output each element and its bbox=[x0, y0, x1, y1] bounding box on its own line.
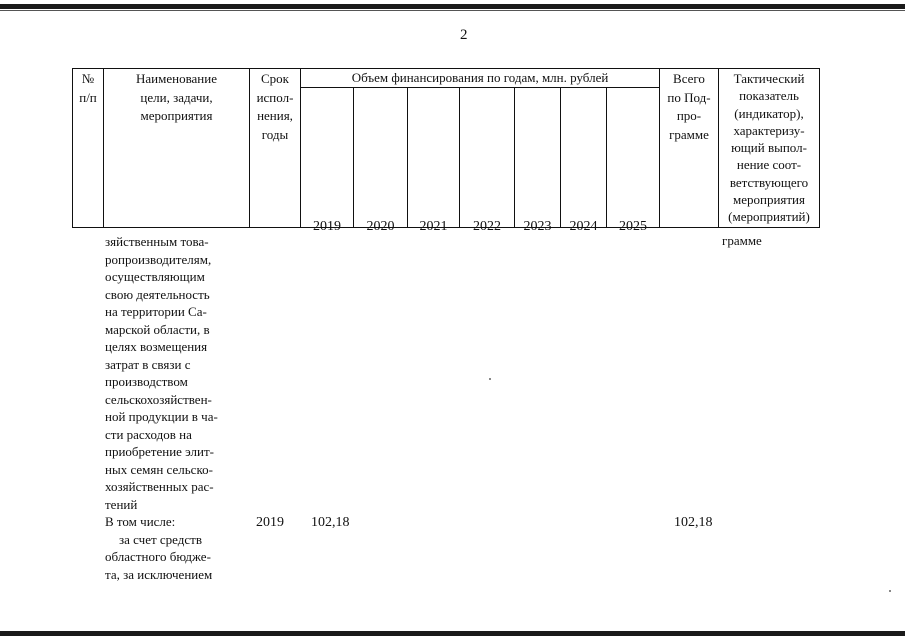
subrow-value-2019: 102,18 bbox=[311, 515, 350, 530]
col-line-8 bbox=[560, 87, 561, 228]
header-num: № п/п bbox=[79, 71, 97, 105]
activity-name-line: на территории Са- bbox=[105, 304, 207, 319]
activity-name-line: приобретение элит- bbox=[105, 444, 214, 459]
activity-name-line: марской области, в bbox=[105, 321, 210, 337]
subrow-name-line: областного бюдже- bbox=[105, 549, 211, 564]
activity-name-line: ропроизводителям, bbox=[105, 251, 212, 267]
subrow-name-line: та, за исключением bbox=[105, 566, 213, 582]
activity-name-line: осуществляющим bbox=[105, 269, 205, 284]
col-line-9 bbox=[606, 87, 607, 228]
top-border-rule bbox=[0, 4, 905, 9]
col-line-3 bbox=[300, 68, 301, 228]
activity-name-line: производством bbox=[105, 374, 188, 389]
header-year-2022: 2022 bbox=[473, 219, 501, 234]
header-year-2023: 2023 bbox=[523, 219, 552, 234]
activity-name-line: хозяйственных рас- bbox=[105, 479, 214, 494]
header-total: Всего по Под- про- грамме bbox=[667, 71, 711, 142]
activity-name-text bbox=[105, 233, 250, 583]
header-year-2020: 2020 bbox=[366, 219, 395, 234]
col-line-12 bbox=[819, 68, 820, 228]
col-line-4 bbox=[353, 87, 354, 228]
activity-name-line: затрат в связи с bbox=[105, 356, 191, 372]
subrow-term: 2019 bbox=[256, 515, 284, 530]
activity-name-line: тений bbox=[105, 496, 138, 512]
header-year-2024: 2024 bbox=[569, 219, 598, 234]
header-year-2021: 2021 bbox=[419, 219, 448, 234]
activity-name-line: сельскохозяйствен- bbox=[105, 391, 212, 407]
activity-name-line: свою деятельность bbox=[105, 286, 210, 302]
header-year-2019: 2019 bbox=[313, 219, 341, 234]
subrow-total: 102,18 bbox=[674, 515, 713, 530]
indicator-text: грамме bbox=[722, 233, 762, 248]
col-line-5 bbox=[407, 87, 408, 228]
scan-speck bbox=[889, 590, 891, 592]
table-header bbox=[72, 68, 820, 234]
subrow-header: В том числе: bbox=[105, 514, 176, 529]
header-year-2025: 2025 bbox=[619, 219, 647, 234]
activity-name-line: ной продукции в ча- bbox=[105, 409, 218, 424]
page-number: 2 bbox=[460, 27, 468, 43]
header-term: Срок испол- нения, годы bbox=[256, 71, 294, 142]
activity-name-line: зяйственным това- bbox=[105, 234, 209, 249]
header-name: Наименование цели, задачи, мероприятия bbox=[136, 71, 217, 123]
activity-name-line: целях возмещения bbox=[105, 339, 208, 354]
top-border-thin-rule bbox=[0, 10, 905, 11]
activity-name-line: ных семян сельско- bbox=[105, 461, 213, 477]
col-line-6 bbox=[459, 87, 460, 228]
header-indicator: Тактический показатель (индикатор), характеризу- ющий выпол- нение соот- ветствующего мероприятия (мероприятий) bbox=[728, 71, 810, 225]
subrow-name-line: за счет средств bbox=[119, 531, 202, 547]
col-line-7 bbox=[514, 87, 515, 228]
header-funding-group: Объем финансирования по годам, млн. рублей bbox=[351, 70, 609, 85]
scan-speck bbox=[489, 378, 491, 380]
bottom-border-rule bbox=[0, 631, 905, 636]
activity-name-line: сти расходов на bbox=[105, 426, 192, 442]
